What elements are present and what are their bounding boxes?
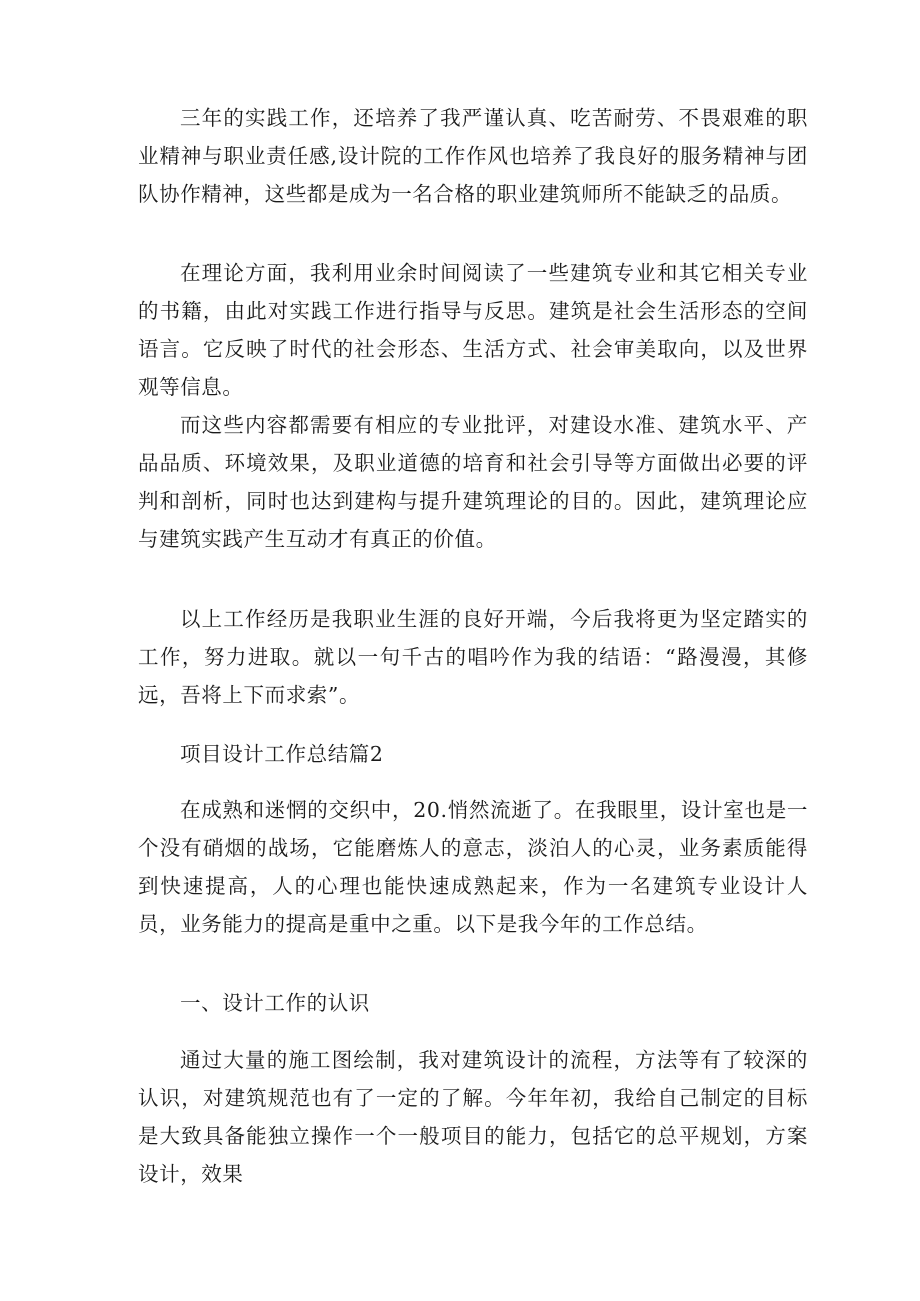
subheading-design-work-understanding: 一、设计工作的认识 <box>180 991 370 1015</box>
paragraph-theory: 在理论方面，我利用业余时间阅读了一些建筑专业和其它相关专业的书籍，由此对实践工作进行指导与反思。建筑是社会生活形态的空间语言。它反映了时代的社会形态、生活方式、社会审美取向，以及世界观等信息。 <box>138 261 808 399</box>
paragraph-architecture-criticism: 而这些内容都需要有相应的专业批评，对建设水准、建筑水平、产品品质、环境效果，及职业道德的培育和社会引导等方面做出必要的评判和剖析，同时也达到建构与提升建筑理论的目的。因此，建筑理论应与建筑实践产生互动才有真正的价值。 <box>138 413 808 551</box>
section-title-summary-2: 项目设计工作总结篇2 <box>180 742 384 766</box>
paragraph-year-review: 在成熟和迷惘的交织中，20.悄然流逝了。在我眼里，设计室也是一个没有硝烟的战场，它能磨炼人的意志，淡泊人的心灵，业务素质能得到快速提高，人的心理也能快速成熟起来，作为一名建筑专业设计人员，业务能力的提高是重中之重。以下是我今年的工作总结。 <box>138 798 808 936</box>
paragraph-practice-qualities: 三年的实践工作，还培养了我严谨认真、吃苦耐劳、不畏艰难的职业精神与职业责任感,设计院的工作作风也培养了我良好的服务精神与团队协作精神，这些都是成为一名合格的职业建筑师所不能缺乏的品质。 <box>138 106 808 206</box>
paragraph-career-outlook: 以上工作经历是我职业生涯的良好开端，今后我将更为坚定踏实的工作，努力进取。就以一句千古的唱吟作为我的结语：“路漫漫，其修远，吾将上下而求索”。 <box>138 607 808 707</box>
paragraph-design-process: 通过大量的施工图绘制，我对建筑设计的流程，方法等有了较深的认识，对建筑规范也有了一定的了解。今年年初，我给自己制定的目标是大致具备能独立操作一个一般项目的能力，包括它的总平规划，方案设计，效果 <box>138 1048 808 1186</box>
